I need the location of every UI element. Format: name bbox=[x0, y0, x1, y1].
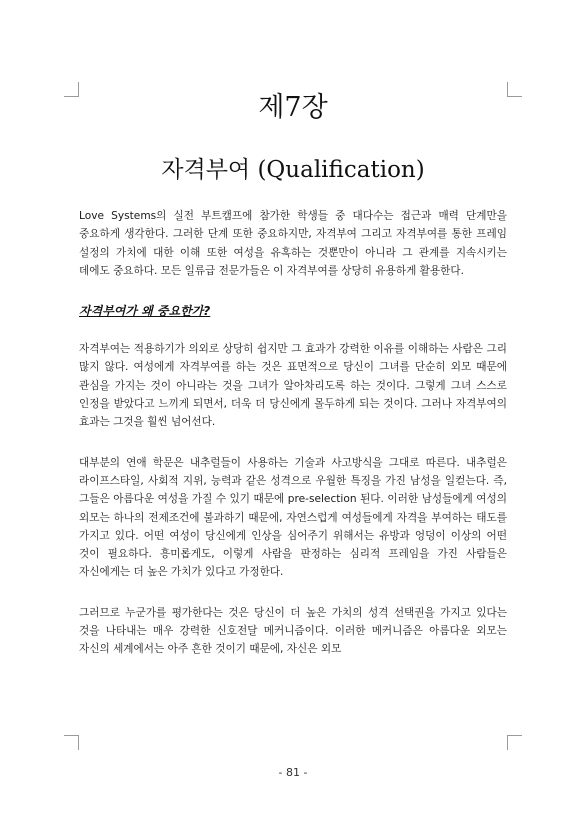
subheading: 자격부여가 왜 중요한가? bbox=[79, 304, 211, 319]
paragraph: 그러므로 누군가를 평가한다는 것은 당신이 더 높은 가치의 성격 선택권을 가지고 있다는 것을 나타내는 매우 강력한 신호전달 메커니즘이다. 이러한 메커니즘은 아름다운 외모는 자신의 세계에서는 아주 흔한 것이기 때문에, 자신은 외모 bbox=[79, 606, 507, 656]
body-content bbox=[79, 207, 507, 681]
crop-mark-bottom-right bbox=[507, 735, 522, 750]
paragraph: 대부분의 연애 학문은 내추럴들이 사용하는 기술과 사고방식을 그대로 따른다. 내추럴은 라이프스타일, 사회적 지위, 능력과 같은 성격으로 우월한 특징을 가진 남성을 일컫는다. 즉, 그들은 아름다운 여성을 가질 수 있기 때문에 pre-selection 된다. 이러한 남성들에게 여성의 외모는 하나의 전제조건에 불과하기 때문에, 자연스럽게 여성들에게 자격을 부여하는 태도를 가지고 있다. 어떤 여성이 당신에게 인상을 심어주기 위해서는 유방과 엉덩이 이상의 어떤 것이 필요하다. 흥미롭게도, 이렇게 사람을 판정하는 심리적 프레임을 가진 사람들은 자신에게는 더 높은 가치가 있다고 가정한다. bbox=[79, 456, 507, 579]
page-number: - 81 - bbox=[278, 766, 308, 779]
intro-paragraph: Love Systems의 실전 부트캠프에 참가한 학생들 중 대다수는 접근과 매력 단계만을 중요하게 생각한다. 그러한 단계 또한 중요하지만, 자격부여 그리고 자격부여를 통한 프레임 설정의 가치에 대한 이해 또한 여성을 유혹하는 것뿐만이 아니라 그 관계를 지속시키는 데에도 중요하다. 모든 일류급 전문가들은 이 자격부여를 상당히 유용하게 활용한다. bbox=[79, 210, 507, 277]
chapter-label: 제7장 bbox=[258, 92, 328, 123]
section-title: 자격부여 (Qualification) bbox=[161, 157, 425, 183]
paragraph: 자격부여는 적용하기가 의외로 상당히 쉽지만 그 효과가 강력한 이유를 이해하는 사람은 그리 많지 않다. 여성에게 자격부여를 하는 것은 표면적으로 당신이 그녀를 단순히 외모 때문에 관심을 가지는 것이 아니라는 것을 그녀가 알아차리도록 하는 것이다. 그렇게 그녀 스스로 인정을 받았다고 느끼게 되면서, 더욱 더 당신에게 몰두하게 되는 것이다. 그러나 자격부여의 효과는 그것을 훨씬 넘어선다. bbox=[79, 343, 507, 429]
crop-mark-bottom-left bbox=[64, 735, 79, 750]
